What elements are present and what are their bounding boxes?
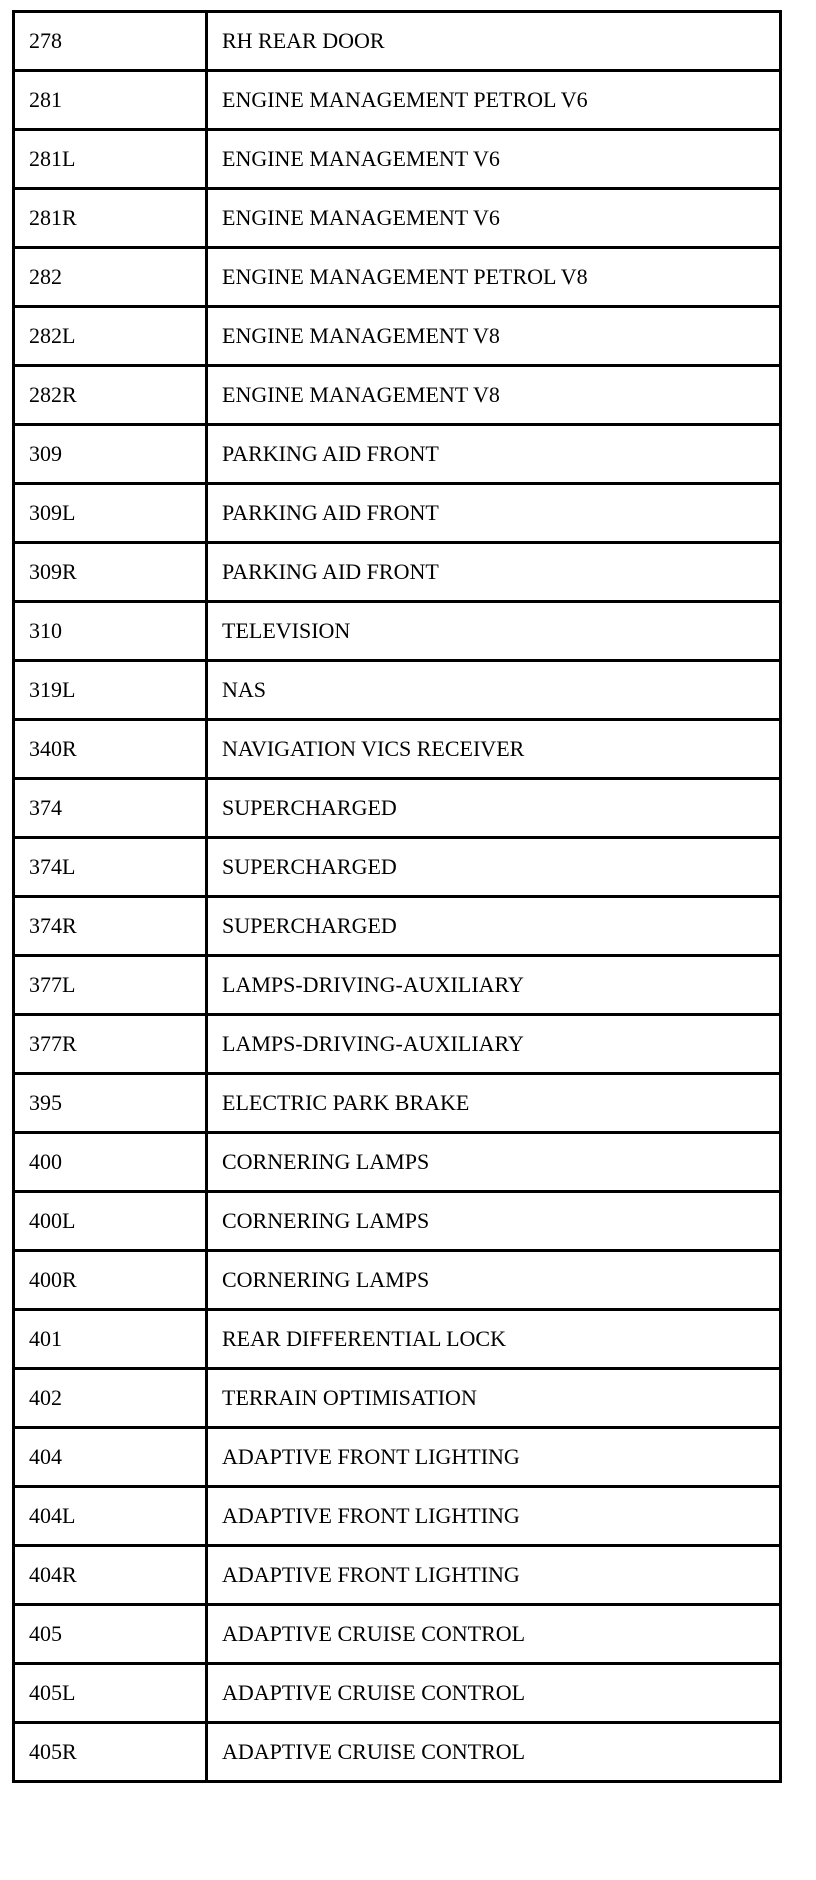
table-row bbox=[14, 1133, 781, 1192]
code-cell: 340R bbox=[14, 720, 207, 779]
table-row bbox=[14, 661, 781, 720]
code-cell: 405L bbox=[14, 1664, 207, 1723]
description-cell: CORNERING LAMPS bbox=[207, 1251, 781, 1310]
table-row bbox=[14, 1605, 781, 1664]
code-cell: 400 bbox=[14, 1133, 207, 1192]
description-cell: ENGINE MANAGEMENT V6 bbox=[207, 189, 781, 248]
description-cell: TELEVISION bbox=[207, 602, 781, 661]
code-cell: 404 bbox=[14, 1428, 207, 1487]
table-row bbox=[14, 1369, 781, 1428]
code-cell: 319L bbox=[14, 661, 207, 720]
code-cell: 404L bbox=[14, 1487, 207, 1546]
table-row bbox=[14, 248, 781, 307]
table-row bbox=[14, 1310, 781, 1369]
description-cell: REAR DIFFERENTIAL LOCK bbox=[207, 1310, 781, 1369]
code-cell: 395 bbox=[14, 1074, 207, 1133]
code-cell: 400L bbox=[14, 1192, 207, 1251]
description-cell: CORNERING LAMPS bbox=[207, 1192, 781, 1251]
description-cell: TERRAIN OPTIMISATION bbox=[207, 1369, 781, 1428]
table-row bbox=[14, 1723, 781, 1782]
code-cell: 374L bbox=[14, 838, 207, 897]
table-row bbox=[14, 602, 781, 661]
table-row bbox=[14, 956, 781, 1015]
code-cell: 400R bbox=[14, 1251, 207, 1310]
description-cell: PARKING AID FRONT bbox=[207, 425, 781, 484]
description-cell: NAS bbox=[207, 661, 781, 720]
table-row bbox=[14, 307, 781, 366]
code-cell: 405R bbox=[14, 1723, 207, 1782]
code-cell: 404R bbox=[14, 1546, 207, 1605]
description-cell: ENGINE MANAGEMENT V6 bbox=[207, 130, 781, 189]
table-row bbox=[14, 543, 781, 602]
code-cell: 282L bbox=[14, 307, 207, 366]
description-cell: ELECTRIC PARK BRAKE bbox=[207, 1074, 781, 1133]
feature-code-table bbox=[12, 10, 782, 1783]
description-cell: PARKING AID FRONT bbox=[207, 484, 781, 543]
description-cell: SUPERCHARGED bbox=[207, 897, 781, 956]
table-row bbox=[14, 71, 781, 130]
table-row bbox=[14, 1192, 781, 1251]
code-cell: 377R bbox=[14, 1015, 207, 1074]
code-cell: 309 bbox=[14, 425, 207, 484]
description-cell: LAMPS-DRIVING-AUXILIARY bbox=[207, 1015, 781, 1074]
code-cell: 278 bbox=[14, 12, 207, 71]
description-cell: CORNERING LAMPS bbox=[207, 1133, 781, 1192]
code-cell: 282 bbox=[14, 248, 207, 307]
table-row bbox=[14, 484, 781, 543]
description-cell: RH REAR DOOR bbox=[207, 12, 781, 71]
code-cell: 405 bbox=[14, 1605, 207, 1664]
table-row bbox=[14, 1428, 781, 1487]
description-cell: SUPERCHARGED bbox=[207, 838, 781, 897]
table-row bbox=[14, 1546, 781, 1605]
code-cell: 309L bbox=[14, 484, 207, 543]
table-row bbox=[14, 1664, 781, 1723]
table-row bbox=[14, 130, 781, 189]
description-cell: ENGINE MANAGEMENT PETROL V6 bbox=[207, 71, 781, 130]
code-cell: 310 bbox=[14, 602, 207, 661]
code-cell: 281L bbox=[14, 130, 207, 189]
code-cell: 401 bbox=[14, 1310, 207, 1369]
table-row bbox=[14, 720, 781, 779]
table-row bbox=[14, 366, 781, 425]
description-cell: ADAPTIVE FRONT LIGHTING bbox=[207, 1546, 781, 1605]
code-cell: 281R bbox=[14, 189, 207, 248]
description-cell: ADAPTIVE CRUISE CONTROL bbox=[207, 1664, 781, 1723]
table-row bbox=[14, 897, 781, 956]
table-row bbox=[14, 189, 781, 248]
description-cell: PARKING AID FRONT bbox=[207, 543, 781, 602]
code-cell: 377L bbox=[14, 956, 207, 1015]
description-cell: ADAPTIVE FRONT LIGHTING bbox=[207, 1428, 781, 1487]
code-cell: 282R bbox=[14, 366, 207, 425]
description-cell: ENGINE MANAGEMENT V8 bbox=[207, 307, 781, 366]
table-row bbox=[14, 1074, 781, 1133]
table-row bbox=[14, 12, 781, 71]
description-cell: ADAPTIVE CRUISE CONTROL bbox=[207, 1723, 781, 1782]
table-row bbox=[14, 1251, 781, 1310]
table-row bbox=[14, 779, 781, 838]
description-cell: ADAPTIVE FRONT LIGHTING bbox=[207, 1487, 781, 1546]
table-row bbox=[14, 1015, 781, 1074]
code-cell: 402 bbox=[14, 1369, 207, 1428]
code-cell: 281 bbox=[14, 71, 207, 130]
code-cell: 309R bbox=[14, 543, 207, 602]
table-row bbox=[14, 838, 781, 897]
description-cell: SUPERCHARGED bbox=[207, 779, 781, 838]
table-row bbox=[14, 425, 781, 484]
code-cell: 374R bbox=[14, 897, 207, 956]
description-cell: NAVIGATION VICS RECEIVER bbox=[207, 720, 781, 779]
description-cell: ADAPTIVE CRUISE CONTROL bbox=[207, 1605, 781, 1664]
code-cell: 374 bbox=[14, 779, 207, 838]
description-cell: LAMPS-DRIVING-AUXILIARY bbox=[207, 956, 781, 1015]
description-cell: ENGINE MANAGEMENT PETROL V8 bbox=[207, 248, 781, 307]
table-row bbox=[14, 1487, 781, 1546]
feature-code-table-body bbox=[14, 12, 781, 1782]
description-cell: ENGINE MANAGEMENT V8 bbox=[207, 366, 781, 425]
